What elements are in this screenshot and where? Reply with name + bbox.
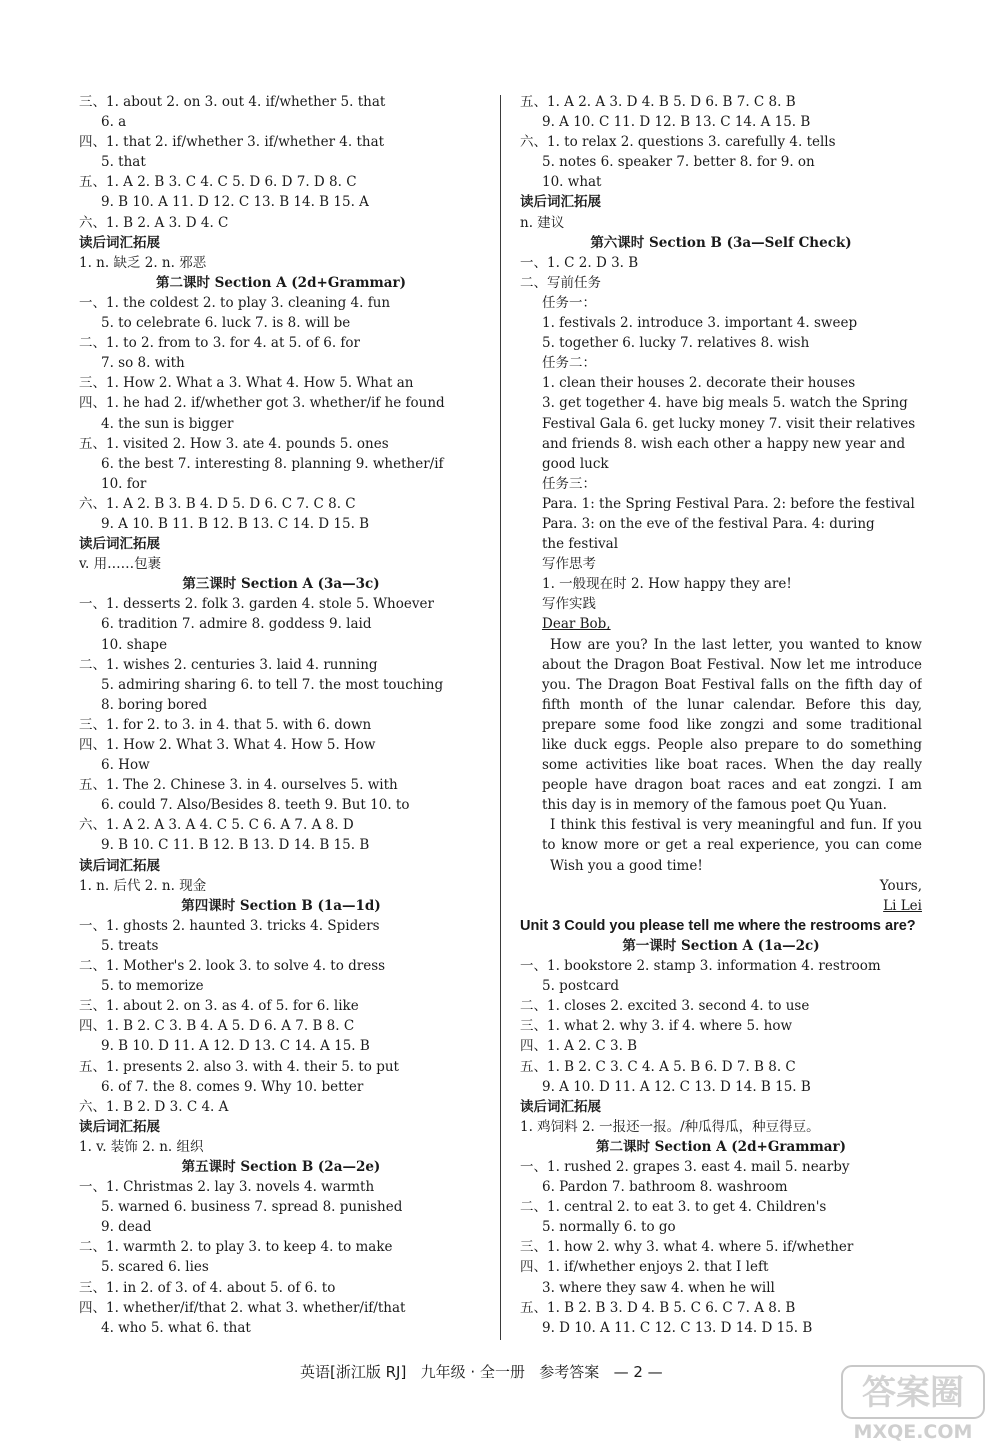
watermark-icon bbox=[838, 1362, 988, 1444]
answer-line: 二、1. to 2. from to 3. for 4. at 5. of 6. for bbox=[79, 335, 361, 352]
answer-line: 二、1. Mother's 2. look 3. to solve 4. to dress bbox=[79, 958, 386, 975]
answer-line: 五、1. A 2. B 3. C 4. C 5. D 6. D 7. D 8. C bbox=[79, 174, 357, 191]
answer-line: 1. 一般现在时 2. How happy they are! bbox=[542, 576, 792, 593]
answer-line: good luck bbox=[542, 455, 609, 472]
answer-line: 9. B 10. A 11. D 12. C 13. B 14. B 15. A bbox=[101, 194, 369, 211]
answer-line: 四、1. B 2. C 3. B 4. A 5. D 6. A 7. B 8. C bbox=[79, 1018, 355, 1035]
watermark-logo bbox=[838, 1362, 988, 1444]
answer-line: 一、1. rushed 2. grapes 3. east 4. mail 5. nearby bbox=[520, 1158, 850, 1175]
answer-line: 六、1. A 2. B 3. B 4. D 5. D 6. C 7. C 8. C bbox=[79, 495, 356, 512]
answer-line: 5. treats bbox=[101, 937, 159, 954]
answer-line: Festival Gala 6. get lucky money 7. visit their relatives bbox=[542, 415, 916, 432]
answer-line: 二、1. closes 2. excited 3. second 4. to use bbox=[520, 998, 810, 1015]
answer-line: 五、1. B 2. B 3. D 4. B 5. C 6. C 7. A 8. B bbox=[520, 1299, 796, 1316]
answer-line: 4. the sun is bigger bbox=[101, 415, 234, 432]
vocab-heading: 读后词汇拓展 bbox=[520, 194, 601, 211]
letter-salutation: Dear Bob, bbox=[542, 616, 611, 633]
answer-line: 四、1. that 2. if/whether 3. if/whether 4. that bbox=[79, 134, 385, 151]
answer-line: 6. the best 7. interesting 8. planning 9. whether/if bbox=[101, 455, 444, 472]
answer-line: 二、1. central 2. to eat 3. to get 4. Children's bbox=[520, 1199, 827, 1216]
letter-line: to know more or get a real experience, you can come bbox=[542, 837, 922, 854]
footer-subject: 英语[浙江版 RJ] bbox=[300, 1363, 407, 1381]
answer-line: 5. admiring sharing 6. to tell 7. the most touching bbox=[101, 676, 444, 693]
lesson-heading: 第五课时 Section B (2a—2e) bbox=[181, 1158, 381, 1175]
answer-line: 5. together 6. lucky 7. relatives 8. wish bbox=[542, 335, 810, 352]
answer-line: 三、1. for 2. to 3. in 4. that 5. with 6. down bbox=[79, 716, 372, 733]
answer-line: 1. n. 后代 2. n. 现金 bbox=[79, 877, 207, 894]
answer-line: Para. 1: the Spring Festival Para. 2: before the festival bbox=[542, 495, 915, 512]
answer-line: 六、1. to relax 2. questions 3. carefully 4. tells bbox=[520, 134, 836, 151]
answer-line: 9. B 10. D 11. A 12. D 13. C 14. A 15. B bbox=[101, 1038, 370, 1055]
answer-line: 四、1. if/whether enjoys 2. that I left bbox=[520, 1259, 769, 1276]
answer-line: 4. who 5. what 6. that bbox=[101, 1319, 251, 1336]
answer-line: 五、1. The 2. Chinese 3. in 4. ourselves 5. with bbox=[79, 777, 398, 794]
answer-line: 一、1. C 2. D 3. B bbox=[520, 254, 639, 271]
task-label: 写作思考 bbox=[542, 556, 596, 573]
vocab-heading: 读后词汇拓展 bbox=[520, 1098, 601, 1115]
unit-title: Unit 3 Could you please tell me where the restrooms are? bbox=[520, 917, 916, 934]
answer-line: 1. n. 缺乏 2. n. 邪恶 bbox=[79, 254, 207, 271]
answer-line: n. 建议 bbox=[520, 214, 565, 231]
answer-line: 5. warned 6. business 7. spread 8. punished bbox=[101, 1199, 403, 1216]
answer-line: 5. postcard bbox=[542, 978, 619, 995]
answer-line: 5. scared 6. lies bbox=[101, 1259, 209, 1276]
letter-line: I think this festival is very meaningful and fun. If you bbox=[550, 817, 922, 834]
answer-line: 5. notes 6. speaker 7. better 8. for 9. on bbox=[542, 154, 815, 171]
answer-line: 四、1. How 2. What 3. What 4. How 5. How bbox=[79, 737, 376, 753]
answer-line: 一、1. the coldest 2. to play 3. cleaning 4. fun bbox=[79, 294, 391, 311]
answer-line: 六、1. B 2. A 3. D 4. C bbox=[79, 214, 229, 231]
answer-line: 五、1. B 2. C 3. C 4. A 5. B 6. D 7. B 8. C bbox=[520, 1058, 796, 1075]
answer-line: Para. 3: on the eve of the festival Para. 4: during bbox=[542, 515, 875, 532]
letter-closing: Yours, bbox=[879, 877, 922, 894]
answer-line: 10. what bbox=[542, 174, 602, 191]
footer-grade: 九年级 · 全一册 bbox=[420, 1363, 525, 1381]
letter-line: fifth month of the lunar calendar. Before this day, bbox=[542, 696, 922, 713]
watermark-title: 答案圈 bbox=[862, 1373, 964, 1413]
answer-line: 9. dead bbox=[101, 1219, 152, 1236]
vocab-heading: 读后词汇拓展 bbox=[79, 234, 160, 251]
lesson-heading: 第二课时 Section A (2d+Grammar) bbox=[595, 1138, 847, 1155]
column-divider bbox=[500, 95, 501, 1340]
letter-line: people have dragon boat races and eat zongzi. I am bbox=[542, 777, 922, 794]
answer-line: 5. to memorize bbox=[101, 978, 204, 995]
answer-line: 三、1. in 2. of 3. of 4. about 5. of 6. to bbox=[79, 1279, 336, 1296]
answer-line: 1. festivals 2. introduce 3. important 4. sweep bbox=[542, 315, 858, 332]
answer-line: 二、1. warmth 2. to play 3. to keep 4. to make bbox=[79, 1239, 393, 1256]
lesson-heading: 第六课时 Section B (3a—Self Check) bbox=[590, 234, 852, 251]
page-number: — 2 — bbox=[613, 1363, 663, 1381]
vocab-heading: 读后词汇拓展 bbox=[79, 1118, 160, 1135]
answer-line: 一、1. Christmas 2. lay 3. novels 4. warmth bbox=[79, 1179, 375, 1196]
letter-signature: Li Lei bbox=[883, 897, 922, 914]
answer-line: 5. that bbox=[101, 154, 146, 171]
answer-line: 三、1. how 2. why 3. what 4. where 5. if/whether bbox=[520, 1239, 854, 1256]
answer-line: 四、1. he had 2. if/whether got 3. whether/if he found bbox=[79, 395, 445, 412]
answer-line: the festival bbox=[542, 536, 619, 553]
answer-line: 6. of 7. the 8. comes 9. Why 10. better bbox=[101, 1078, 364, 1095]
answer-line: 二、写前任务 bbox=[520, 274, 601, 291]
answer-line: 三、1. How 2. What a 3. What 4. How 5. What an bbox=[79, 375, 414, 392]
answer-line: and friends 8. wish each other a happy new year and bbox=[542, 435, 906, 452]
answer-line: 二、1. wishes 2. centuries 3. laid 4. running bbox=[79, 656, 378, 673]
answer-line: 9. D 10. A 11. C 12. C 13. D 14. D 15. B bbox=[542, 1319, 813, 1336]
letter-line: Wish you a good time! bbox=[550, 857, 703, 874]
answer-line: 四、1. A 2. C 3. B bbox=[520, 1038, 638, 1055]
lesson-heading: 第三课时 Section A (3a—3c) bbox=[182, 576, 380, 593]
answer-line: 9. B 10. C 11. B 12. B 13. D 14. B 15. B bbox=[101, 837, 370, 854]
letter-line: How are you? In the last letter, you wanted to know bbox=[550, 636, 922, 653]
letter-line: some activities like boat races. When the day really bbox=[542, 757, 922, 774]
answer-line: 5. to celebrate 6. luck 7. is 8. will be bbox=[101, 315, 351, 332]
task-label: 任务二： bbox=[542, 355, 596, 372]
answer-line: 五、1. presents 2. also 3. with 4. their 5. to put bbox=[79, 1058, 399, 1075]
answer-line: 9. A 10. C 11. D 12. B 13. C 14. A 15. B bbox=[542, 114, 811, 131]
footer-label: 参考答案 bbox=[539, 1363, 600, 1381]
answer-line: 三、1. what 2. why 3. if 4. where 5. how bbox=[520, 1018, 792, 1035]
letter-line: you. The Dragon Boat Festival falls on the fifth day of bbox=[542, 676, 922, 693]
answer-line: 9. A 10. D 11. A 12. C 13. D 14. B 15. B bbox=[542, 1078, 811, 1095]
vocab-heading: 读后词汇拓展 bbox=[79, 857, 160, 874]
letter-line: about the Dragon Boat Festival. Now let me introduce bbox=[542, 656, 922, 673]
answer-line: 8. boring bored bbox=[101, 696, 208, 713]
answer-line: 3. get together 4. have big meals 5. watch the Spring bbox=[542, 395, 908, 412]
right-column bbox=[520, 92, 922, 1338]
vocab-heading: 读后词汇拓展 bbox=[79, 536, 160, 553]
page-footer bbox=[300, 1361, 760, 1382]
letter-line: this day is in memory of the famous poet Qu Yuan. bbox=[542, 797, 887, 814]
watermark-url: MXQE.COM bbox=[853, 1421, 973, 1443]
answer-line: 6. How bbox=[101, 757, 150, 774]
answer-line: 三、1. about 2. on 3. out 4. if/whether 5. that bbox=[79, 94, 386, 110]
answer-line: 6. tradition 7. admire 8. goddess 9. laid bbox=[101, 616, 372, 633]
answer-line: 6. a bbox=[101, 114, 127, 131]
answer-line: 三、1. about 2. on 3. as 4. of 5. for 6. like bbox=[79, 998, 359, 1015]
answer-line: 5. normally 6. to go bbox=[542, 1219, 676, 1236]
answer-line: 五、1. A 2. A 3. D 4. B 5. D 6. B 7. C 8. B bbox=[520, 94, 796, 110]
task-label: 任务三： bbox=[542, 475, 596, 492]
answer-line: 一、1. ghosts 2. haunted 3. tricks 4. Spiders bbox=[79, 917, 380, 934]
answer-line: 六、1. A 2. A 3. A 4. C 5. C 6. A 7. A 8. D bbox=[79, 817, 354, 834]
answer-line: 1. clean their houses 2. decorate their houses bbox=[542, 375, 856, 392]
answer-line: 10. shape bbox=[101, 636, 168, 653]
left-column bbox=[79, 92, 483, 1338]
answer-line: 7. so 8. with bbox=[101, 355, 185, 372]
answer-line: 6. could 7. Also/Besides 8. teeth 9. But 10. to bbox=[101, 797, 410, 814]
lesson-heading: 第二课时 Section A (2d+Grammar) bbox=[155, 274, 407, 291]
answer-line: 1. 鸡饲料 2. 一报还一报。/种瓜得瓜，种豆得豆。 bbox=[520, 1118, 820, 1135]
lesson-heading: 第四课时 Section B (1a—1d) bbox=[181, 897, 381, 914]
letter-line: prepare some food like zongzi and some traditional bbox=[542, 716, 922, 733]
answer-line: v. 用……包裹 bbox=[79, 556, 162, 573]
answer-line: 6. Pardon 7. bathroom 8. washroom bbox=[542, 1179, 788, 1196]
answer-line: 1. v. 装饰 2. n. 组织 bbox=[79, 1138, 204, 1155]
task-label: 任务一： bbox=[542, 294, 596, 311]
answer-line: 四、1. whether/if/that 2. what 3. whether/if/that bbox=[79, 1299, 406, 1316]
lesson-heading: 第一课时 Section A (1a—2c) bbox=[622, 937, 820, 954]
answer-line: 10. for bbox=[101, 475, 147, 492]
answer-line: 五、1. visited 2. How 3. ate 4. pounds 5. ones bbox=[79, 435, 389, 452]
letter-line: like duck eggs. People also prepare to do something bbox=[542, 737, 922, 753]
answer-line: 一、1. bookstore 2. stamp 3. information 4. restroom bbox=[520, 958, 881, 975]
answer-line: 9. A 10. B 11. B 12. B 13. C 14. D 15. B bbox=[101, 515, 370, 532]
answer-line: 一、1. desserts 2. folk 3. garden 4. stole 5. Whoever bbox=[79, 596, 434, 613]
answer-line: 六、1. B 2. D 3. C 4. A bbox=[79, 1098, 229, 1115]
task-label: 写作实践 bbox=[542, 596, 596, 613]
answer-line: 3. where they saw 4. when he will bbox=[542, 1279, 775, 1296]
